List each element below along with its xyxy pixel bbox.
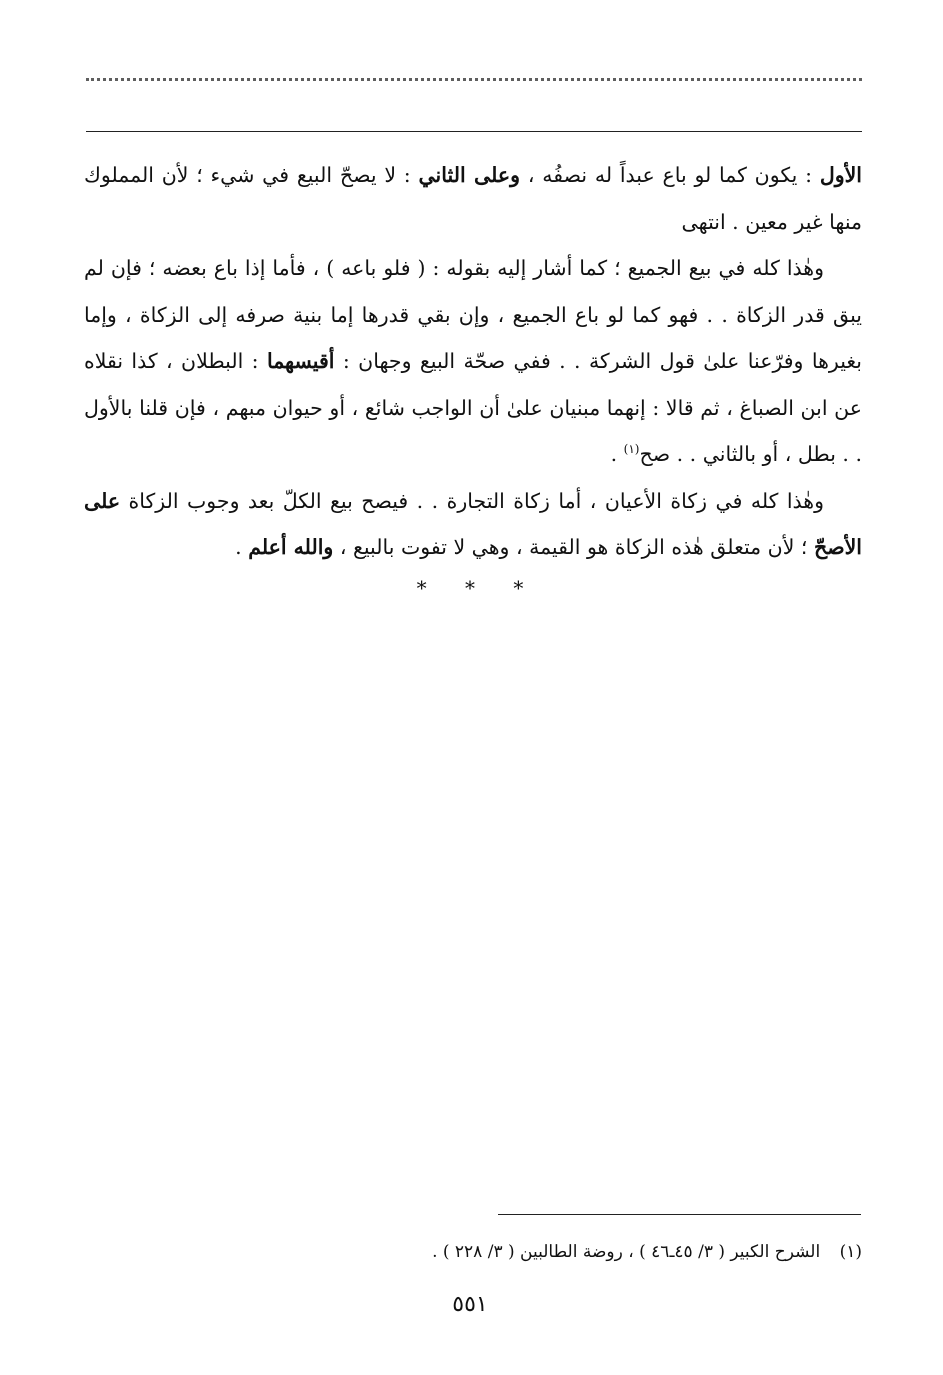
text-run: وهٰذا كله في بيع الجميع ؛ كما أشار إليه بقوله : ( فلو باعه ) ، فأما إذا باع بعضه ؛ فإن لم يبق قدر الزكاة . . فهو كما لو باع الجميع ، وإن بقي قدرها إما بنية صرفه إلى الزكاة ، وإما بغيرها وفرّعنا علىٰ قول الشركة . . ففي صحّة البيع وجهان : [84, 256, 862, 373]
footnote-rule [498, 1214, 861, 1215]
header-dotted-line [86, 78, 862, 95]
text-run: : يكون كما لو باع عبداً له نصفُه ، [520, 163, 820, 187]
text-run: : البطلان ، كذا نقلاه عن ابن الصباغ ، ثم قالا : إنهما مبنيان علىٰ أن الواجب شائع ، أو حيوان مبهم ، فإن قلنا بالأول . . بطل ، أو بالثاني . . صح [84, 349, 862, 466]
text-run: وهٰذا كله في زكاة الأعيان ، أما زكاة التجارة . . فيصح بيع الكلّ بعد وجوب الزكاة [120, 488, 824, 513]
section-break: * * * [416, 576, 524, 600]
bold-term: الأول [819, 163, 862, 187]
bold-term: والله أعلم [248, 535, 334, 559]
page-number: ٥٥١ [452, 1292, 488, 1317]
bold-term: وعلى الثاني [418, 163, 521, 187]
footnote-text: الشرح الكبير ( ٣/ ٤٥ـ٤٦ ) ، روضة الطالبين ( ٣/ ٢٢٨ ) . [432, 1242, 821, 1262]
footnote-reference: (١) [623, 442, 640, 457]
body-text [84, 152, 862, 571]
paragraph-1 [84, 152, 862, 245]
footnote [84, 1238, 862, 1266]
header-rule [86, 131, 862, 132]
bold-term: أقيسهما [266, 349, 335, 373]
text-run: ؛ لأن متعلق هٰذه الزكاة هو القيمة ، وهي لا تفوت بالبيع ، [333, 535, 814, 559]
text-run: : لا يصحّ البيع في شيء ؛ لأن المملوك منها غير معين . انتهى [84, 163, 862, 234]
paragraph-2 [84, 245, 862, 478]
text-run: . [610, 442, 624, 466]
paragraph-3 [84, 478, 862, 571]
text-run: . [235, 535, 249, 559]
footnote-marker: (١) [839, 1242, 862, 1262]
bold-term: على الأصحّ [84, 488, 862, 559]
